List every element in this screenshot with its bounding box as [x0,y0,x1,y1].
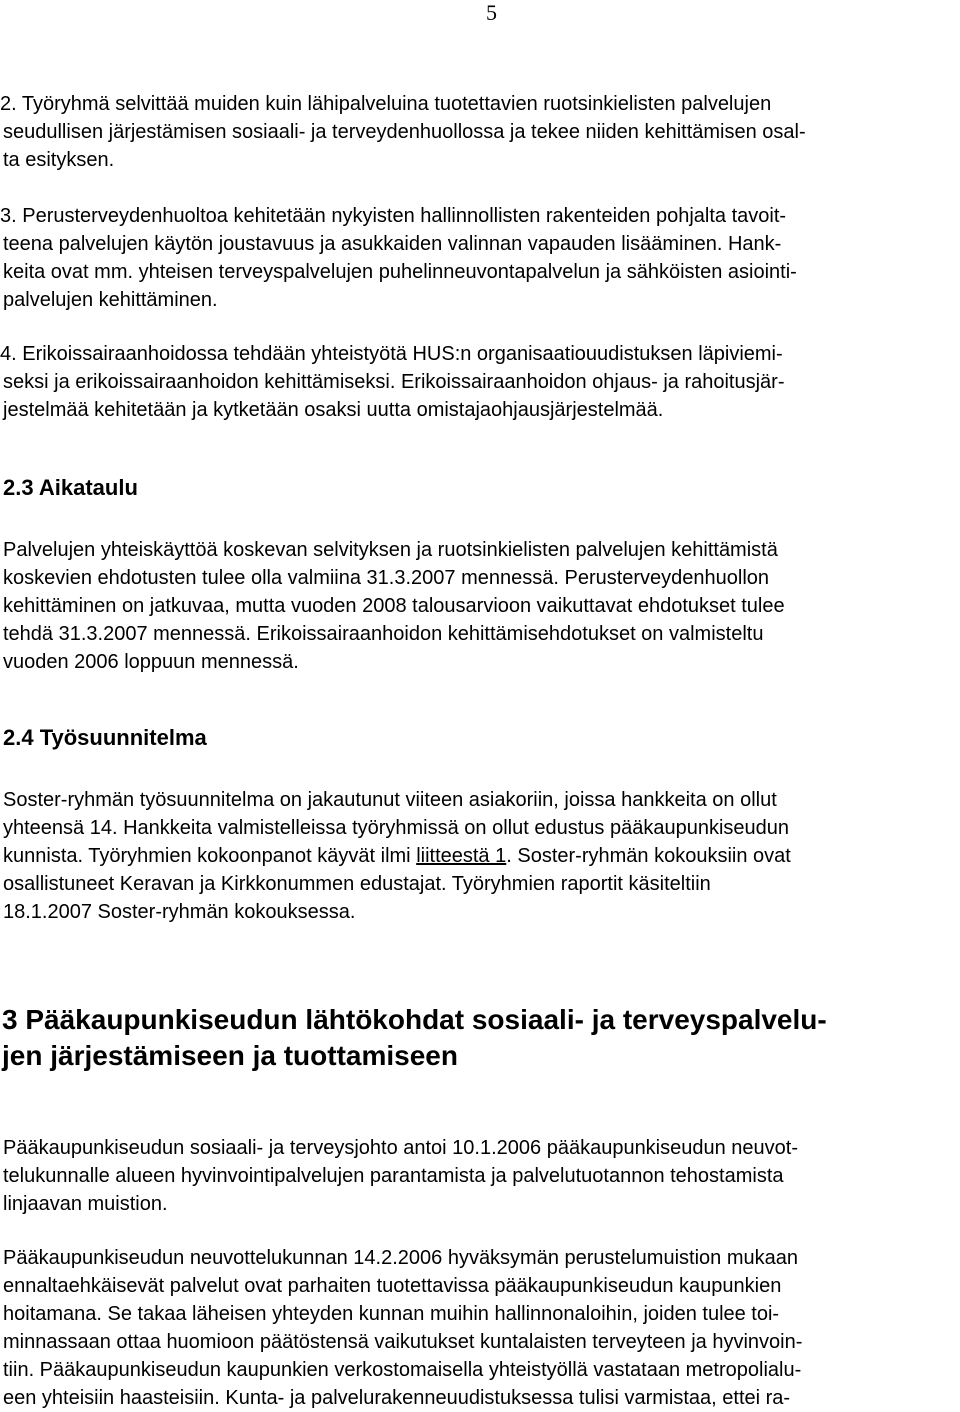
heading-line: 3 Pääkaupunkiseudun lähtökohdat sosiaali- ja terveyspalvelu- [2,1004,827,1035]
text-line [0,842,791,870]
text-line: teena palvelujen käytön joustavuus ja asukkaiden valinnan vapauden lisääminen. Hank- [3,233,782,255]
paragraph-schedule [0,536,785,676]
chapter-heading-3 [0,1002,827,1074]
text-line: vuoden 2006 loppuun mennessä. [3,651,299,673]
paragraph-rationale [0,1244,802,1412]
text-line: ennaltaehkäisevät palvelut ovat parhaiten tuotettavissa pääkaupunkiseudun kaupunkien [3,1275,782,1297]
text-line: kehittäminen on jatkuvaa, mutta vuoden 2008 talousarvioon vaikuttavat ehdotukset tulee [3,595,785,617]
text-line: osallistuneet Keravan ja Kirkkonummen edustajat. Työryhmien raportit käsiteltiin [3,873,711,895]
text-line: yhteensä 14. Hankkeita valmistelleissa työryhmissä on ollut edustus pääkaupunkiseudun [3,817,790,839]
text-line: jestelmää kehitetään ja kytketään osaksi uutta omistajaohjausjärjestelmää. [3,399,664,421]
text-line: 4. Erikoissairaanhoidossa tehdään yhteistyötä HUS:n organisaatiouudistuksen läpiviemi- [0,343,783,365]
text-line: een yhteisiin haasteisiin. Kunta- ja palvelurakenneuudistuksessa tulisi varmistaa, ettei ra- [3,1387,791,1409]
list-item-3 [0,202,797,314]
text-line: telukunnalle alueen hyvinvointipalvelujen parantamista ja palvelutuotannon tehostamista [3,1165,784,1187]
text-line: Soster-ryhmän työsuunnitelma on jakautunut viiteen asiakoriin, joissa hankkeita on ollut [3,789,777,811]
text-line: 18.1.2007 Soster-ryhmän kokouksessa. [3,901,356,923]
text-line: minnassaan ottaa huomioon päätöstensä vaikutukset kuntalaisten terveyteen ja hyvinvoin- [3,1331,803,1353]
text-line: hoitamana. Se takaa läheisen yhteyden kunnan muihin hallinnonaloihin, joiden tulee toi- [3,1303,780,1325]
text-line: seksi ja erikoissairaanhoidon kehittämiseksi. Erikoissairaanhoidon ohjaus- ja rahoitusjär- [3,371,785,393]
text-line: koskevien ehdotusten tulee olla valmiina 31.3.2007 mennessä. Perusterveydenhuollon [3,567,770,589]
text-line: ta esityksen. [3,149,115,171]
text-line: seudullisen järjestämisen sosiaali- ja terveydenhuollossa ja tekee niiden kehittämisen osal- [3,121,806,143]
text-line: Pääkaupunkiseudun sosiaali- ja terveysjohto antoi 10.1.2006 pääkaupunkiseudun neuvot- [3,1137,799,1159]
text-line: 2. Työryhmä selvittää muiden kuin lähipalveluina tuotettavien ruotsinkielisten palvelujen [0,93,772,115]
paragraph-work-plan [0,786,791,926]
list-item-2 [0,90,806,174]
text-line: Pääkaupunkiseudun neuvottelukunnan 14.2.2006 hyväksymän perustelumuistion mukaan [3,1247,798,1269]
text-line: tehdä 31.3.2007 mennessä. Erikoissairaanhoidon kehittämisehdotukset on valmisteltu [3,623,764,645]
page-number: 5 [486,0,497,25]
paragraph-memo [0,1134,798,1218]
text-line: linjaavan muistion. [3,1193,168,1215]
text-line: tiin. Pääkaupunkiseudun kaupunkien verkostomaisella yhteistyöllä vastataan metropolialu- [3,1359,802,1381]
list-item-4 [0,340,785,424]
text-line: Palvelujen yhteiskäyttöä koskevan selvityksen ja ruotsinkielisten palvelujen kehittämistä [3,539,778,561]
text-segment: kunnista. Työryhmien kokoonpanot käyvät ilmi [3,845,417,867]
section-heading-2-4: 2.4 Työsuunnitelma [3,725,207,750]
text-line: palvelujen kehittäminen. [3,289,218,311]
text-line: 3. Perusterveydenhuoltoa kehitetään nykyisten hallinnollisten rakenteiden pohjalta tavoit- [0,205,787,227]
heading-line: jen järjestämiseen ja tuottamiseen [2,1040,458,1071]
section-heading-2-3: 2.3 Aikataulu [3,475,138,500]
text-segment: . Soster-ryhmän kokouksiin ovat [506,845,791,867]
appendix-1-link[interactable]: liitteestä 1 [416,845,507,867]
text-line: keita ovat mm. yhteisen terveyspalvelujen puhelinneuvontapalvelun ja sähköisten asiointi- [3,261,797,283]
